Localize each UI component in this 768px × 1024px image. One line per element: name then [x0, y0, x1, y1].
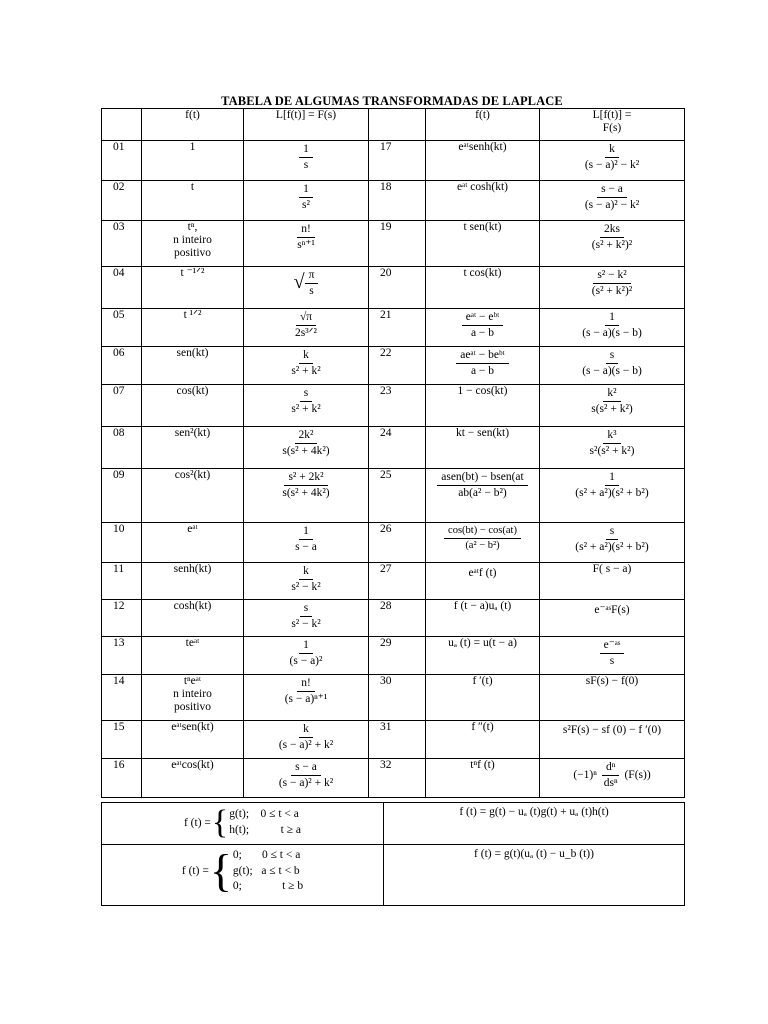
function-cell: f ″(t)	[426, 721, 540, 759]
row-number: 15	[102, 721, 142, 759]
piecewise-definition	[102, 803, 383, 840]
denominator: (s − a)(s − b)	[582, 364, 642, 377]
row-number: 03	[102, 221, 142, 267]
function-cell: t	[142, 181, 244, 221]
numerator: k	[299, 349, 313, 364]
numerator: k	[299, 565, 313, 580]
denominator: s² − k²	[291, 617, 321, 630]
numerator: 1	[299, 525, 313, 540]
row-number: 12	[102, 600, 142, 637]
function-cell: eᵃᵗ cosh(kt)	[426, 181, 540, 221]
piecewise-table	[101, 802, 685, 906]
derivative-fraction	[600, 761, 622, 789]
numerator: k	[605, 143, 619, 158]
fraction	[287, 565, 324, 593]
transform-cell: F( s − a)	[540, 563, 685, 600]
numerator: s − a	[291, 761, 321, 776]
numerator: s² − k²	[593, 269, 630, 284]
function-text: tⁿ,	[187, 221, 198, 233]
piecewise-result-cell	[384, 803, 685, 845]
numerator: 1	[299, 183, 313, 198]
fraction	[588, 223, 636, 251]
row-number: 14	[102, 675, 142, 721]
numerator: s	[300, 602, 312, 617]
row-number: 32	[369, 759, 426, 798]
piecewise-cases	[229, 807, 301, 838]
transform-cell	[244, 141, 369, 181]
table-row	[102, 759, 685, 798]
function-cell: sen²(kt)	[142, 427, 244, 469]
fraction	[275, 761, 337, 789]
numerator: 1	[605, 311, 619, 326]
numerator: n!	[297, 223, 315, 238]
fraction	[291, 525, 321, 553]
transform-cell	[540, 267, 685, 309]
denominator: (s − a)² + k²	[278, 776, 334, 789]
case-line: g(t); a ≤ t < b	[232, 864, 300, 877]
page-title: TABELA DE ALGUMAS TRANSFORMADAS DE LAPLACE	[221, 94, 563, 108]
denominator: (s − a)ⁿ⁺¹	[284, 692, 328, 705]
header-number-left	[102, 109, 142, 141]
denominator: (a² − b²)	[465, 539, 500, 551]
case-line: 0; t ≥ b	[232, 880, 304, 893]
function-cell: f (t − a)uₐ (t)	[426, 600, 540, 637]
fraction	[581, 143, 643, 171]
row-number: 11	[102, 563, 142, 600]
denominator: s(s² + 4k²)	[282, 444, 330, 457]
fraction	[444, 525, 521, 551]
piecewise-cases	[233, 848, 303, 895]
fraction	[456, 349, 508, 377]
case-line: 0; 0 ≤ t < a	[232, 849, 301, 861]
function-cell: t ⁻¹ᐟ²	[142, 267, 244, 309]
header-ft-right: f(t)	[426, 109, 540, 141]
table-row	[102, 427, 685, 469]
row-number: 27	[369, 563, 426, 600]
transform-cell	[244, 385, 369, 427]
numerator: dⁿ	[602, 761, 619, 776]
piecewise-row	[102, 845, 685, 906]
sign-factor: (−1)ⁿ	[573, 769, 597, 781]
case-line: h(t); t ≥ a	[229, 824, 302, 836]
denominator: s²(s² + k²)	[589, 444, 635, 457]
row-number: 02	[102, 181, 142, 221]
transform-cell: sF(s) − f(0)	[540, 675, 685, 721]
function-cell: eᵃᵗ	[142, 523, 244, 563]
table-row	[102, 721, 685, 759]
numerator: k	[299, 723, 313, 738]
row-number: 22	[369, 347, 426, 385]
numerator: 2k²	[295, 429, 318, 444]
row-number: 30	[369, 675, 426, 721]
numerator: 2ks	[600, 223, 624, 238]
function-cell	[426, 347, 540, 385]
transform-cell	[244, 759, 369, 798]
transform-cell: s²F(s) − sf (0) − f ′(0)	[540, 721, 685, 759]
numerator: asen(bt) − bsen(at	[437, 471, 527, 486]
piecewise-result: f (t) = g(t)(uₐ (t) − u_b (t))	[474, 848, 594, 860]
row-number: 24	[369, 427, 426, 469]
header-number-right	[369, 109, 426, 141]
function-cell: cos²(kt)	[142, 469, 244, 523]
fraction	[462, 311, 504, 339]
numerator: k²	[603, 387, 620, 402]
numerator: aeᵃᵗ − beᵇᵗ	[456, 349, 508, 364]
function-cell: 1	[142, 141, 244, 181]
denominator: s² − k²	[291, 580, 321, 593]
transform-cell	[540, 347, 685, 385]
function-cell: uₐ (t) = u(t − a)	[426, 637, 540, 675]
function-cell: eᵃᵗcos(kt)	[142, 759, 244, 798]
function-cell: senh(kt)	[142, 563, 244, 600]
denominator: s² + k²	[291, 402, 321, 415]
piecewise-row	[102, 803, 685, 845]
numerator: π	[305, 269, 319, 284]
denominator: ab(a² − b²)	[458, 486, 507, 499]
table-row	[102, 309, 685, 347]
function-cell: kt − sen(kt)	[426, 427, 540, 469]
left-brace-icon: {	[211, 804, 229, 841]
denominator: s²	[302, 198, 310, 211]
row-number: 06	[102, 347, 142, 385]
transform-cell	[540, 221, 685, 267]
denominator: (s − a)² − k²	[584, 158, 640, 171]
row-number: 05	[102, 309, 142, 347]
transform-cell	[244, 347, 369, 385]
fraction	[287, 602, 324, 630]
row-number: 23	[369, 385, 426, 427]
row-number: 26	[369, 523, 426, 563]
table-row	[102, 347, 685, 385]
transform-cell	[244, 523, 369, 563]
denominator: s	[609, 654, 615, 667]
transform-cell	[540, 385, 685, 427]
transform-cell	[540, 469, 685, 523]
row-number: 04	[102, 267, 142, 309]
numerator: s	[606, 525, 618, 540]
transform-cell	[540, 309, 685, 347]
denominator: s	[309, 284, 314, 297]
numerator: s	[606, 349, 618, 364]
table-row	[102, 600, 685, 637]
denominator: (s − a)² − k²	[584, 198, 640, 211]
row-number: 13	[102, 637, 142, 675]
numerator: 1	[299, 639, 313, 654]
denominator: 2s³ᐟ²	[295, 326, 317, 339]
denominator: a − b	[470, 364, 495, 377]
numerator: k³	[603, 429, 620, 444]
fraction	[581, 183, 643, 211]
denominator: dsⁿ	[603, 776, 618, 789]
case-line: g(t); 0 ≤ t < a	[229, 808, 299, 821]
function-cell	[426, 309, 540, 347]
function-cell: eᵃᵗf (t)	[426, 563, 540, 600]
transform-cell	[244, 221, 369, 267]
numerator: 1	[299, 143, 313, 158]
transform-cell: e⁻ᵃˢF(s)	[540, 600, 685, 637]
row-number: 18	[369, 181, 426, 221]
numerator: n!	[297, 677, 315, 692]
denominator: s(s² + 4k²)	[282, 486, 330, 499]
square-root-icon: √	[293, 271, 305, 293]
row-number: 29	[369, 637, 426, 675]
row-number: 20	[369, 267, 426, 309]
function-note: n inteiro	[173, 233, 212, 246]
row-number: 17	[369, 141, 426, 181]
numerator: s	[300, 387, 312, 402]
function-cell	[142, 675, 244, 721]
denominator: s	[303, 158, 309, 171]
fraction	[287, 387, 324, 415]
table-row	[102, 523, 685, 563]
piecewise-result-cell	[384, 845, 685, 906]
transform-cell	[244, 675, 369, 721]
numerator: 1	[605, 471, 619, 486]
function-cell: t cos(kt)	[426, 267, 540, 309]
fraction	[587, 387, 637, 415]
transform-cell	[244, 309, 369, 347]
row-number: 19	[369, 221, 426, 267]
transform-cell	[244, 637, 369, 675]
header-ft-left: f(t)	[142, 109, 244, 141]
piecewise-definition-cell	[102, 845, 384, 906]
denominator: s(s² + k²)	[591, 402, 633, 415]
transform-cell	[244, 427, 369, 469]
piecewise-definition	[102, 845, 383, 895]
table-row	[102, 221, 685, 267]
function-cell: sen(kt)	[142, 347, 244, 385]
fraction	[588, 269, 636, 297]
function-text: tⁿeᵃᵗ	[183, 675, 202, 687]
fraction	[278, 429, 333, 457]
function-cell	[426, 523, 540, 563]
numerator: s² + 2k²	[284, 471, 327, 486]
row-number: 21	[369, 309, 426, 347]
row-number: 28	[369, 600, 426, 637]
function-note: positivo	[173, 246, 212, 259]
row-number: 16	[102, 759, 142, 798]
transform-cell	[540, 523, 685, 563]
table-row	[102, 181, 685, 221]
function-cell: 1 − cos(kt)	[426, 385, 540, 427]
fraction	[600, 639, 625, 667]
fraction	[275, 723, 337, 751]
numerator: e⁻ᵃˢ	[600, 639, 625, 654]
derivative-argument: (F(s))	[624, 769, 651, 781]
function-cell: teᵃᵗ	[142, 637, 244, 675]
transform-cell	[540, 637, 685, 675]
function-cell: eᵃᵗsen(kt)	[142, 721, 244, 759]
row-number: 07	[102, 385, 142, 427]
piecewise-lhs: f (t) =	[183, 817, 211, 829]
transform-cell	[244, 600, 369, 637]
table-row	[102, 267, 685, 309]
laplace-table	[101, 108, 685, 798]
denominator: (s − a)(s − b)	[582, 326, 642, 339]
piecewise-result: f (t) = g(t) − uₐ (t)g(t) + uₐ (t)h(t)	[459, 806, 609, 818]
table-row	[102, 469, 685, 523]
denominator: a − b	[470, 326, 495, 339]
fraction	[287, 349, 324, 377]
header-transform-right-line1: L[f(t)] =	[592, 109, 632, 121]
fraction	[437, 471, 527, 499]
header-transform-left: L[f(t)] = F(s)	[244, 109, 369, 141]
denominator: s² + k²	[291, 364, 321, 377]
fraction	[286, 639, 327, 667]
denominator: (s − a)²	[289, 654, 323, 667]
transform-cell	[540, 141, 685, 181]
row-number: 31	[369, 721, 426, 759]
fraction	[571, 471, 652, 499]
transform-cell	[244, 267, 369, 309]
denominator: (s − a)² + k²	[278, 738, 334, 751]
function-cell: f ′(t)	[426, 675, 540, 721]
row-number: 08	[102, 427, 142, 469]
function-cell: t ¹ᐟ²	[142, 309, 244, 347]
function-cell	[426, 469, 540, 523]
row-number: 01	[102, 141, 142, 181]
row-number: 25	[369, 469, 426, 523]
fraction	[298, 183, 314, 211]
table-row	[102, 141, 685, 181]
row-number: 10	[102, 523, 142, 563]
fraction	[586, 429, 639, 457]
function-cell	[142, 221, 244, 267]
fraction	[571, 525, 652, 553]
table-row	[102, 563, 685, 600]
row-number: 09	[102, 469, 142, 523]
transform-cell	[540, 759, 685, 798]
fraction	[578, 311, 646, 339]
denominator: (s² + k²)²	[591, 284, 633, 297]
transform-cell	[244, 563, 369, 600]
fraction	[293, 223, 319, 251]
denominator: (s² + a²)(s² + b²)	[575, 540, 649, 553]
function-cell: cos(kt)	[142, 385, 244, 427]
table-header-row	[102, 109, 685, 141]
denominator: (s² + a²)(s² + b²)	[575, 486, 649, 499]
transform-cell	[244, 469, 369, 523]
fraction	[578, 349, 646, 377]
denominator: (s² + k²)²	[591, 238, 633, 251]
numerator: cos(bt) − cos(at)	[444, 525, 521, 539]
numerator: eᵃᵗ − eᵇᵗ	[462, 311, 504, 326]
table-row	[102, 637, 685, 675]
transform-cell	[540, 427, 685, 469]
denominator: s − a	[295, 540, 317, 553]
transform-cell	[244, 721, 369, 759]
fraction	[281, 677, 332, 705]
piecewise-definition-cell	[102, 803, 384, 845]
numerator: √π	[296, 311, 316, 326]
table-row	[102, 385, 685, 427]
function-cell: tⁿf (t)	[426, 759, 540, 798]
function-note: n inteiro	[173, 687, 212, 700]
left-brace-icon: {	[209, 845, 232, 897]
transform-cell	[244, 181, 369, 221]
fraction	[299, 143, 313, 171]
denominator: sⁿ⁺¹	[297, 238, 315, 251]
fraction	[278, 471, 333, 499]
function-cell: t sen(kt)	[426, 221, 540, 267]
numerator: s − a	[597, 183, 627, 198]
fraction	[291, 311, 321, 339]
fraction	[305, 269, 319, 297]
piecewise-lhs: f (t) =	[181, 865, 209, 878]
header-transform-right-line2: F(s)	[602, 121, 622, 134]
header-transform-right	[540, 109, 685, 141]
function-cell: eᵃᵗsenh(kt)	[426, 141, 540, 181]
function-note: positivo	[173, 700, 212, 713]
table-row	[102, 675, 685, 721]
function-cell: cosh(kt)	[142, 600, 244, 637]
transform-cell	[540, 181, 685, 221]
